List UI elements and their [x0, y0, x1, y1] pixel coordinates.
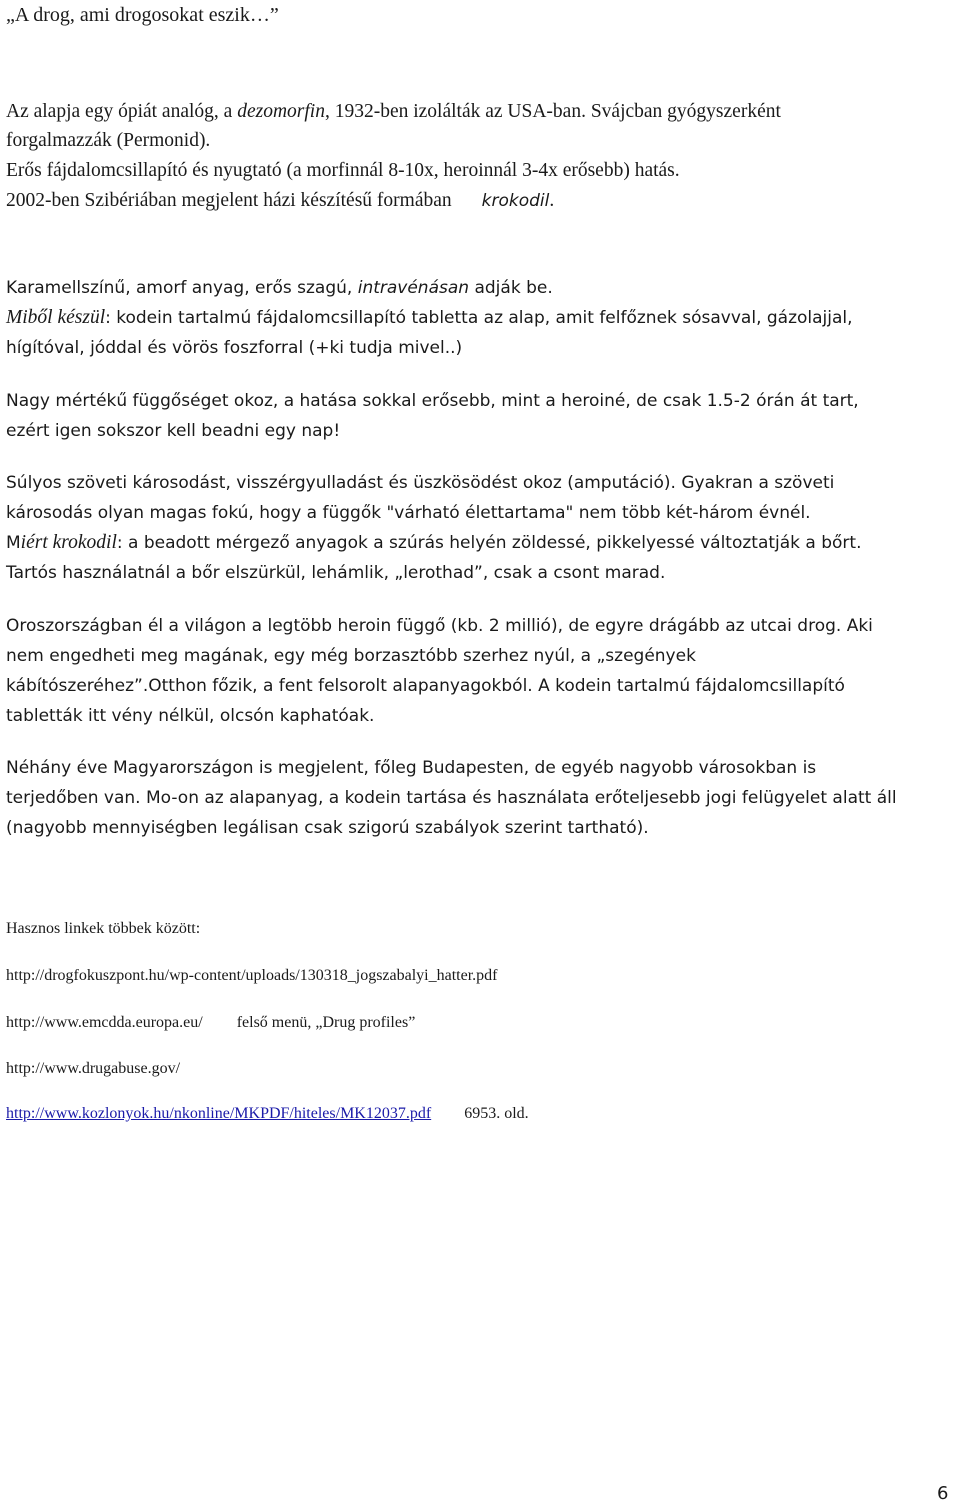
link-drugabuse[interactable]: http://www.drugabuse.gov/ — [6, 1060, 181, 1077]
damage-line-2: károsodás olyan magas fokú, hogy a függők "várható élettartama" nem több két-három évnél. — [6, 503, 811, 523]
link-emcdda[interactable]: http://www.emcdda.europa.eu/ — [6, 1014, 203, 1031]
damage-line-3: Miért krokodil: a beadott mérgező anyagok a szúrás helyén zöldessé, pikkelyessé változtatják a bőrt. — [6, 532, 862, 553]
why-krokodil-label: iért krokodil — [20, 532, 117, 553]
link-kozlonyok-row — [6, 1103, 529, 1125]
damage-line-1: Súlyos szöveti károsodást, visszérgyulladást és üszkösödést okoz (amputáció). Gyakran a szöveti — [6, 473, 835, 493]
russia-line-2: nem engedheti meg magának, egy még borzasztóbb szerhez nyúl, a „szegények — [6, 646, 696, 666]
intro-line-2: forgalmazzák (Permonid). — [6, 130, 211, 151]
page-title: „A drog, ami drogosokat eszik…” — [6, 4, 279, 26]
russia-line-1: Oroszországban él a világon a legtöbb heroin függő (kb. 2 millió), de egyre drágább az utcai drog. Aki — [6, 616, 873, 636]
link-drogfokuszpont[interactable]: http://drogfokuszpont.hu/wp-content/uploads/130318_jogszabalyi_hatter.pdf — [6, 967, 498, 984]
hungary-line-3: (nagyobb mennyiségben legálisan csak szigorú szabályok szerint tartható). — [6, 818, 649, 838]
link-kozlonyok[interactable]: http://www.kozlonyok.hu/nkonline/MKPDF/hiteles/MK12037.pdf — [6, 1105, 432, 1122]
ingredients-label: Miből készül — [6, 307, 106, 328]
description-line-1: Karamellszínű, amorf anyag, erős szagú, intravénásan adják be. — [6, 278, 553, 298]
dependency-line-1: Nagy mértékű függőséget okoz, a hatása sokkal erősebb, mint a heroiné, de csak 1.5-2 órán át tart, — [6, 391, 859, 411]
link-emcdda-row — [6, 1012, 415, 1034]
page-number: 6 — [937, 1483, 949, 1504]
kozlonyok-note: 6953. old. — [464, 1105, 529, 1122]
intro-line-4: 2002-ben Szibériában megjelent házi készítésű formában krokodil. — [6, 190, 555, 211]
dezomorfin-term: dezomorfin — [237, 101, 325, 122]
intro-line-3: Erős fájdalomcsillapító és nyugtató (a morfinnál 8-10x, heroinnál 3-4x erősebb) hatás. — [6, 160, 680, 181]
emcdda-note: felső menü, „Drug profiles” — [236, 1014, 416, 1031]
krokodil-term: krokodil — [481, 191, 550, 211]
russia-line-3: kábítószeréhez”.Otthon főzik, a fent felsorolt alapanyagokból. A kodein tartalmú fájdalomcsillapító — [6, 676, 845, 696]
intro-line-1: Az alapja egy ópiát analóg, a dezomorfin, 1932-ben izolálták az USA-ban. Svájcban gyógyszerként — [6, 101, 781, 122]
description-line-2: Miből készül: kodein tartalmú fájdalomcsillapító tabletta az alap, amit felfőznek sósavval, gázolajjal, — [6, 307, 853, 328]
dependency-line-2: ezért igen sokszor kell beadni egy nap! — [6, 421, 341, 441]
hungary-line-2: terjedőben van. Mo-on az alapanyag, a kodein tartása és használata erőteljesebb jogi felügyelet alatt áll — [6, 788, 897, 808]
description-line-3: hígítóval, jóddal és vörös foszforral (+ki tudja mivel..) — [6, 338, 463, 358]
russia-line-4: tabletták itt vény nélkül, olcsón kaphatóak. — [6, 706, 375, 726]
damage-line-4: Tartós használatnál a bőr elszürkül, lehámlik, „lerothad”, csak a csont marad. — [6, 563, 666, 583]
links-heading: Hasznos linkek többek között: — [6, 920, 201, 937]
hungary-line-1: Néhány éve Magyarországon is megjelent, főleg Budapesten, de egyéb nagyobb városokban is — [6, 758, 817, 778]
